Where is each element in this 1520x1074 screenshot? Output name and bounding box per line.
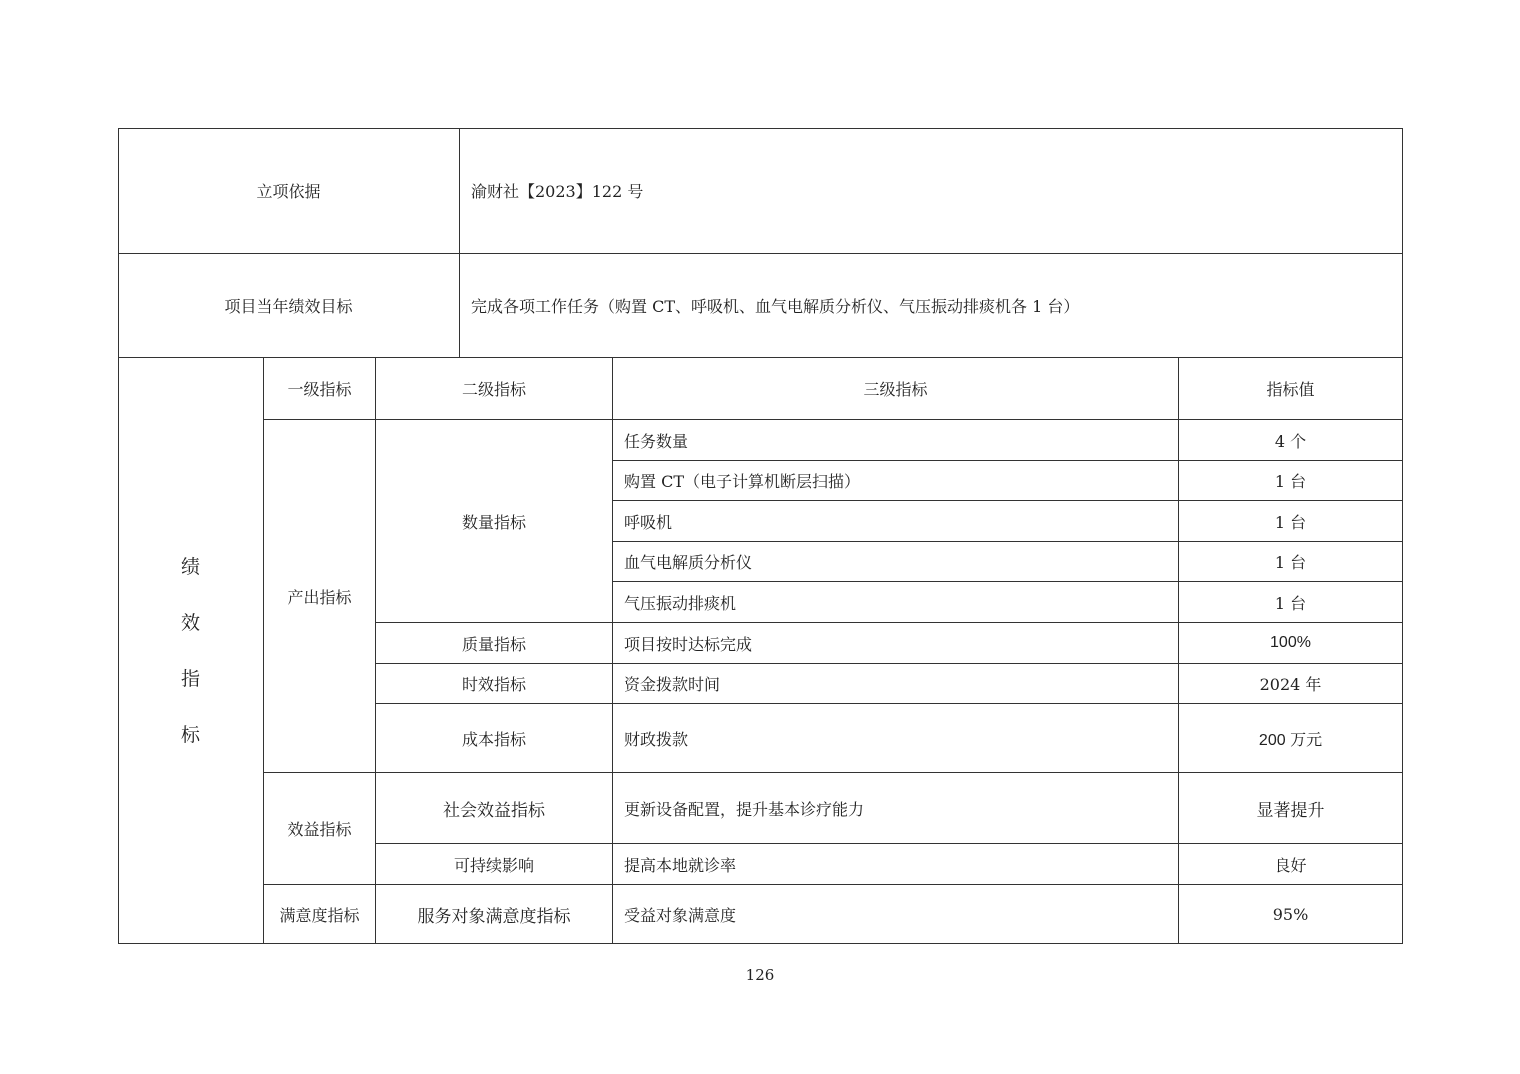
side-char: 指 [180,667,200,690]
side-char: 绩 [180,555,200,578]
indicators-side-label [118,358,264,944]
level2-social: 社会效益指标 [376,773,613,844]
level3-cell: 血气电解质分析仪 [613,542,1179,582]
level1-benefit: 效益指标 [264,773,376,885]
level2-timeliness: 时效指标 [376,664,613,704]
level2-cost: 成本指标 [376,704,613,773]
level3-cell: 呼吸机 [613,501,1179,542]
value-cell: 显著提升 [1179,773,1403,844]
side-char: 效 [180,611,200,634]
level3-cell: 购置 CT（电子计算机断层扫描） [613,461,1179,501]
level3-cell: 气压振动排痰机 [613,582,1179,623]
level3-cell: 受益对象满意度 [613,885,1179,944]
goal-label: 项目当年绩效目标 [118,254,460,358]
basis-label: 立项依据 [118,128,460,254]
level2-service: 服务对象满意度指标 [376,885,613,944]
value-cell: 2024 年 [1179,664,1403,704]
level1-output: 产出指标 [264,420,376,773]
level3-cell: 项目按时达标完成 [613,623,1179,664]
header-value: 指标值 [1179,358,1403,420]
value-cell: 良好 [1179,844,1403,885]
value-cell: 95% [1179,885,1403,944]
level2-sustainable: 可持续影响 [376,844,613,885]
value-cell: 4 个 [1179,420,1403,461]
level3-cell: 任务数量 [613,420,1179,461]
value-cell: 1 台 [1179,501,1403,542]
basis-value: 渝财社【2023】122 号 [460,128,1403,254]
level3-cell: 财政拨款 [613,704,1179,773]
header-level3: 三级指标 [613,358,1179,420]
level2-quality: 质量指标 [376,623,613,664]
value-cell: 200 万元 [1179,704,1403,773]
level3-cell: 提高本地就诊率 [613,844,1179,885]
value-cell: 100% [1179,623,1403,664]
level1-satisfaction: 满意度指标 [264,885,376,944]
goal-value: 完成各项工作任务（购置 CT、呼吸机、血气电解质分析仪、气压振动排痰机各 1 台） [460,254,1403,358]
level3-cell: 更新设备配置，提升基本诊疗能力 [613,773,1179,844]
header-level2: 二级指标 [376,358,613,420]
value-cell: 1 台 [1179,582,1403,623]
level2-quantity: 数量指标 [376,420,613,623]
value-cell: 1 台 [1179,542,1403,582]
level3-cell: 资金拨款时间 [613,664,1179,704]
page-number: 126 [745,966,775,984]
value-cell: 1 台 [1179,461,1403,501]
side-char: 标 [180,723,200,746]
header-level1: 一级指标 [264,358,376,420]
